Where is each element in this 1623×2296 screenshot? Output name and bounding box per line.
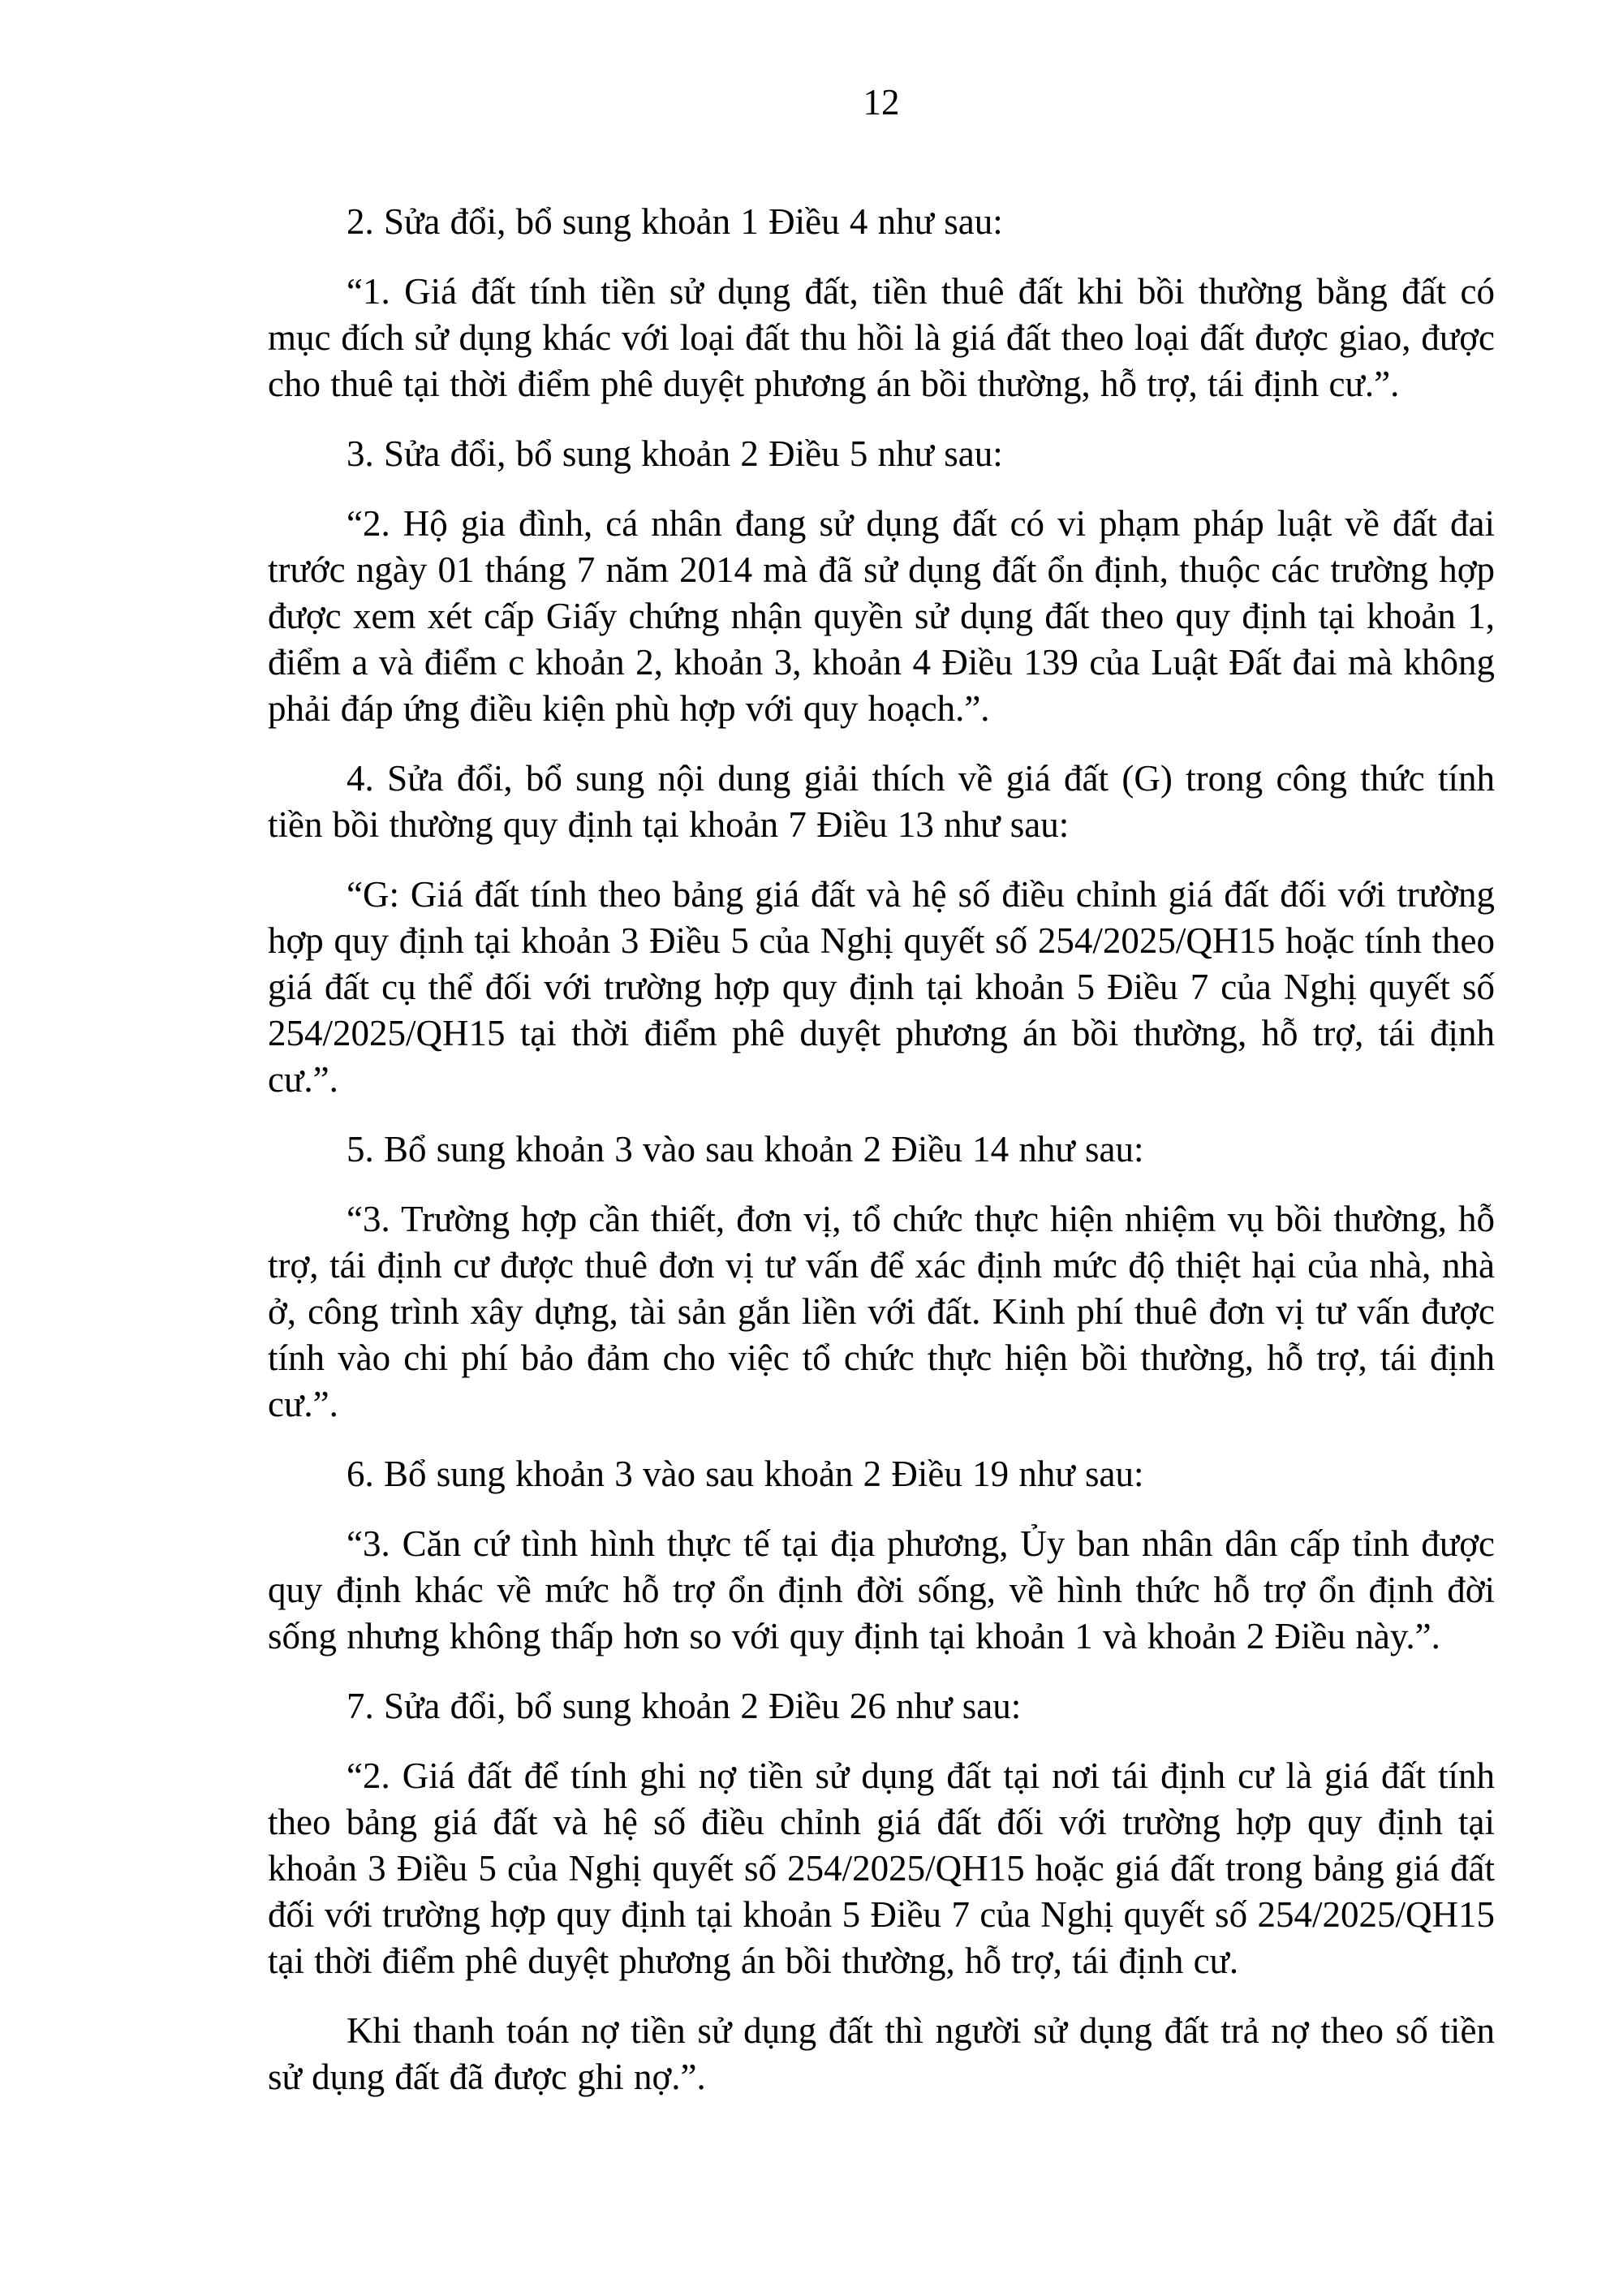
clause-heading: 4. Sửa đổi, bổ sung nội dung giải thích về giá đất (G) trong công thức tính tiền bồi thường quy định tại khoản 7 Điều 13 như sau: <box>268 758 1495 845</box>
paragraph: “2. Giá đất để tính ghi nợ tiền sử dụng đất tại nơi tái định cư là giá đất tính theo bảng giá đất và hệ số điều chỉnh giá đất đối với trường hợp quy định tại khoản 3 Điều 5 của Nghị quyết số 254/2025/QH15 hoặc giá đất trong bảng giá đất đối với trường hợp quy định tại khoản 5 Điều 7 của Nghị quyết số 254/2025/QH15 tại thời điểm phê duyệt phương án bồi thường, hỗ trợ, tái định cư. <box>268 1755 1495 1981</box>
clause-heading: 2. Sửa đổi, bổ sung khoản 1 Điều 4 như sau: <box>347 201 1003 242</box>
clause-heading: 6. Bổ sung khoản 3 vào sau khoản 2 Điều 19 như sau: <box>347 1454 1144 1494</box>
document-body <box>268 199 1495 2100</box>
clause-heading: 3. Sửa đổi, bổ sung khoản 2 Điều 5 như sau: <box>347 433 1003 474</box>
paragraph: “2. Hộ gia đình, cá nhân đang sử dụng đất có vi phạm pháp luật về đất đai trước ngày 01 tháng 7 năm 2014 mà đã sử dụng đất ổn định, thuộc các trường hợp được xem xét cấp Giấy chứng nhận quyền sử dụng đất theo quy định tại khoản 1, điểm a và điểm c khoản 2, khoản 3, khoản 4 Điều 139 của Luật Đất đai mà không phải đáp ứng điều kiện phù hợp với quy hoạch.”. <box>268 503 1495 729</box>
clause-heading: 5. Bổ sung khoản 3 vào sau khoản 2 Điều 14 như sau: <box>347 1129 1144 1170</box>
paragraph: “1. Giá đất tính tiền sử dụng đất, tiền thuê đất khi bồi thường bằng đất có mục đích sử dụng khác với loại đất thu hồi là giá đất theo loại đất được giao, được cho thuê tại thời điểm phê duyệt phương án bồi thường, hỗ trợ, tái định cư.”. <box>268 271 1495 404</box>
clause-heading: 7. Sửa đổi, bổ sung khoản 2 Điều 26 như sau: <box>347 1686 1022 1726</box>
page-number: 12 <box>863 82 900 123</box>
paragraph: “3. Căn cứ tình hình thực tế tại địa phương, Ủy ban nhân dân cấp tỉnh được quy định khác về mức hỗ trợ ổn định đời sống, về hình thức hỗ trợ ổn định đời sống nhưng không thấp hơn so với quy định tại khoản 1 và khoản 2 Điều này.”. <box>268 1523 1495 1656</box>
paragraph: Khi thanh toán nợ tiền sử dụng đất thì người sử dụng đất trả nợ theo số tiền sử dụng đất đã được ghi nợ.”. <box>268 2010 1495 2097</box>
paragraph: “G: Giá đất tính theo bảng giá đất và hệ số điều chỉnh giá đất đối với trường hợp quy định tại khoản 3 Điều 5 của Nghị quyết số 254/2025/QH15 hoặc tính theo giá đất cụ thể đối với trường hợp quy định tại khoản 5 Điều 7 của Nghị quyết số 254/2025/QH15 tại thời điểm phê duyệt phương án bồi thường, hỗ trợ, tái định cư.”. <box>268 874 1495 1100</box>
paragraph: “3. Trường hợp cần thiết, đơn vị, tổ chức thực hiện nhiệm vụ bồi thường, hỗ trợ, tái định cư được thuê đơn vị tư vấn để xác định mức độ thiệt hại của nhà, nhà ở, công trình xây dựng, tài sản gắn liền với đất. Kinh phí thuê đơn vị tư vấn được tính vào chi phí bảo đảm cho việc tổ chức thực hiện bồi thường, hỗ trợ, tái định cư.”. <box>268 1199 1495 1424</box>
